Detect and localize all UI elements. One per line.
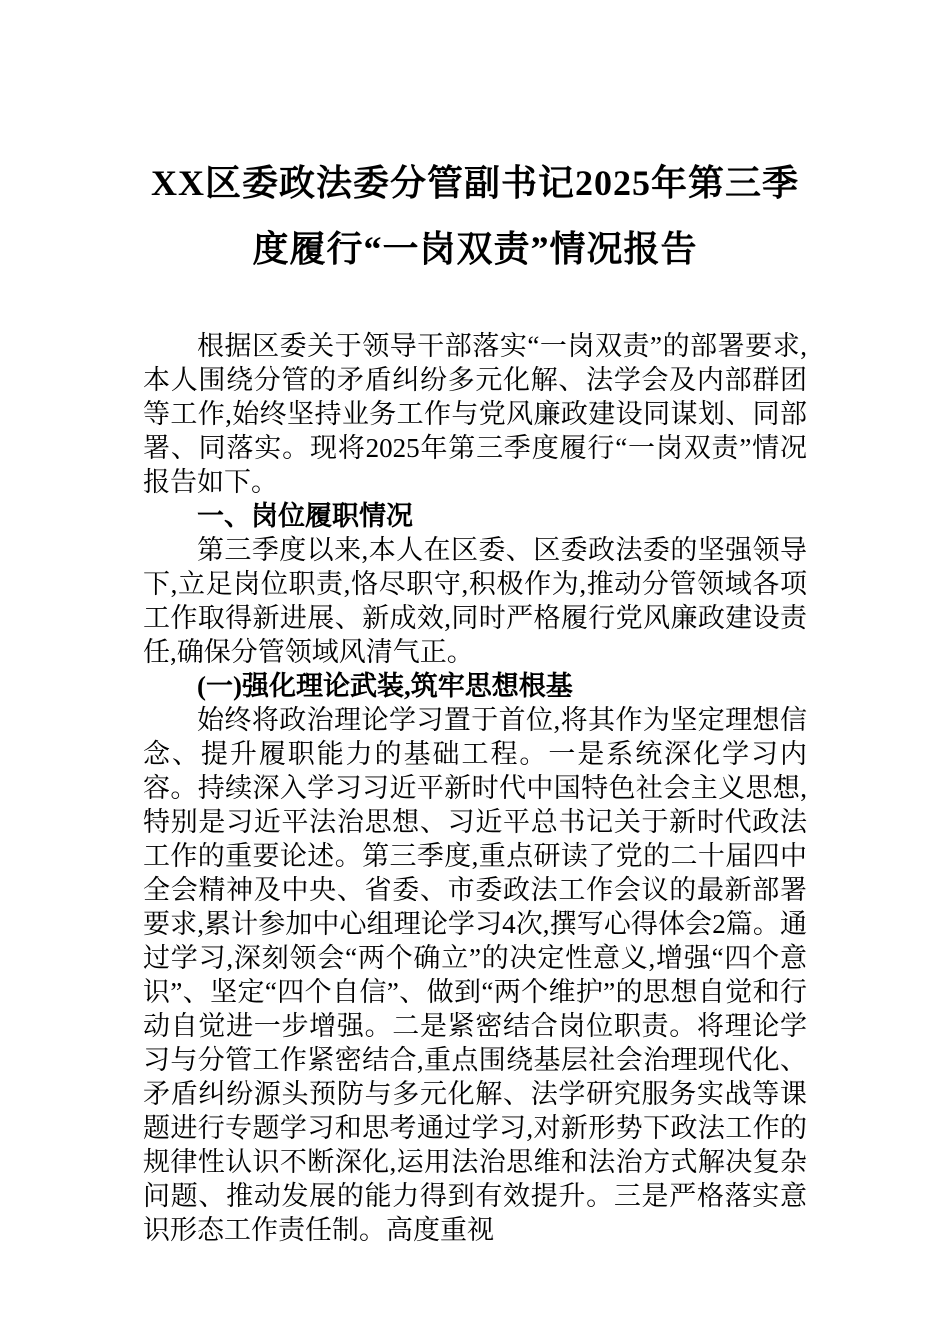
paragraph: 根据区委关于领导干部落实“一岗双责”的部署要求,本人围绕分管的矛盾纠纷多元化解、法学会及内部群团等工作,始终坚持业务工作与党风廉政建设同谋划、同部署、同落实。现将2025年第三季度履行“一岗双责”情况报告如下。 xyxy=(143,331,807,497)
paragraph: 始终将政治理论学习置于首位,将其作为坚定理想信念、提升履职能力的基础工程。一是系统深化学习内容。持续深入学习习近平新时代中国特色社会主义思想,特别是习近平法治思想、习近平总书记关于新时代政法工作的重要论述。第三季度,重点研读了党的二十届四中全会精神及中央、省委、市委政法工作会议的最新部署要求,累计参加中心组理论学习4次,撰写心得体会2篇。通过学习,深刻领会“两个确立”的决定性意义,增强“四个意识”、坚定“四个自信”、做到“两个维护”的思想自觉和行动自觉进一步增强。二是紧密结合岗位职责。将理论学习与分管工作紧密结合,重点围绕基层社会治理现代化、矛盾纠纷源头预防与多元化解、法学研究服务实战等课题进行专题学习和思考通过学习,对新形势下政法工作的规律性认识不断深化,运用法治思维和法治方式解决复杂问题、推动发展的能力得到有效提升。三是严格落实意识形态工作责任制。高度重视 xyxy=(143,705,807,1245)
section-heading: (一)强化理论武装,筑牢思想根基 xyxy=(197,671,573,701)
section-heading: 一、岗位履职情况 xyxy=(197,501,413,531)
document-body xyxy=(143,329,807,1247)
document-title: XX区委政法委分管副书记2025年第三季度履行“一岗双责”情况报告 xyxy=(151,163,799,269)
paragraph: 第三季度以来,本人在区委、区委政法委的坚强领导下,立足岗位职责,恪尽职守,积极作为,推动分管领域各项工作取得新进展、新成效,同时严格履行党风廉政建设责任,确保分管领域风清气正。 xyxy=(143,535,807,667)
